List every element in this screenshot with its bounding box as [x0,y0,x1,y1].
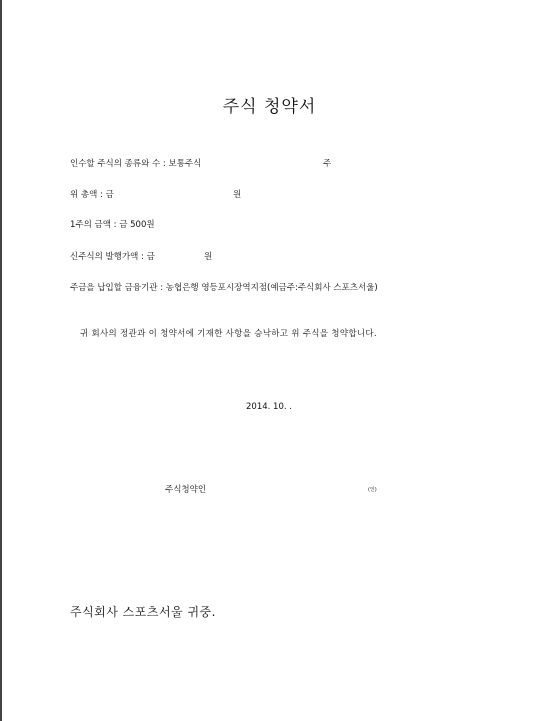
payment-bank-label: 주금을 납입할 금융기관 : 농협은행 영등포시장역지점(예금주:주식회사 스포츠서울) [70,283,378,293]
stock-type-label: 인수할 주식의 종류와 수 : 보통주식 [70,159,202,169]
document-title: 주식 청약서 [222,97,317,117]
per-share-label: 1주의 금액 : 금 500원 [70,220,155,230]
issue-price-label: 신주식의 발행가액 : 금 [70,252,155,262]
issue-price-unit: 원 [204,252,213,262]
subscription-statement: 귀 회사의 정관과 이 청약서에 기재한 사항을 승낙하고 위 주식을 청약합니다. [80,329,377,339]
field-payment-bank [70,281,378,293]
subscriber-label: 주식청약인 [165,485,207,495]
field-per-share [70,218,155,230]
total-amount-label: 위 총액 : 금 [70,190,114,200]
field-total-amount [70,188,242,200]
stock-type-unit: 주 [323,159,332,169]
total-amount-unit: 원 [233,190,242,200]
field-issue-price [70,250,213,262]
field-stock-type [70,157,332,169]
document-date: 2014. 10. . [246,402,292,412]
addressee: 주식회사 스포츠서울 귀중. [70,605,216,619]
seal-mark: (인) [368,487,377,493]
